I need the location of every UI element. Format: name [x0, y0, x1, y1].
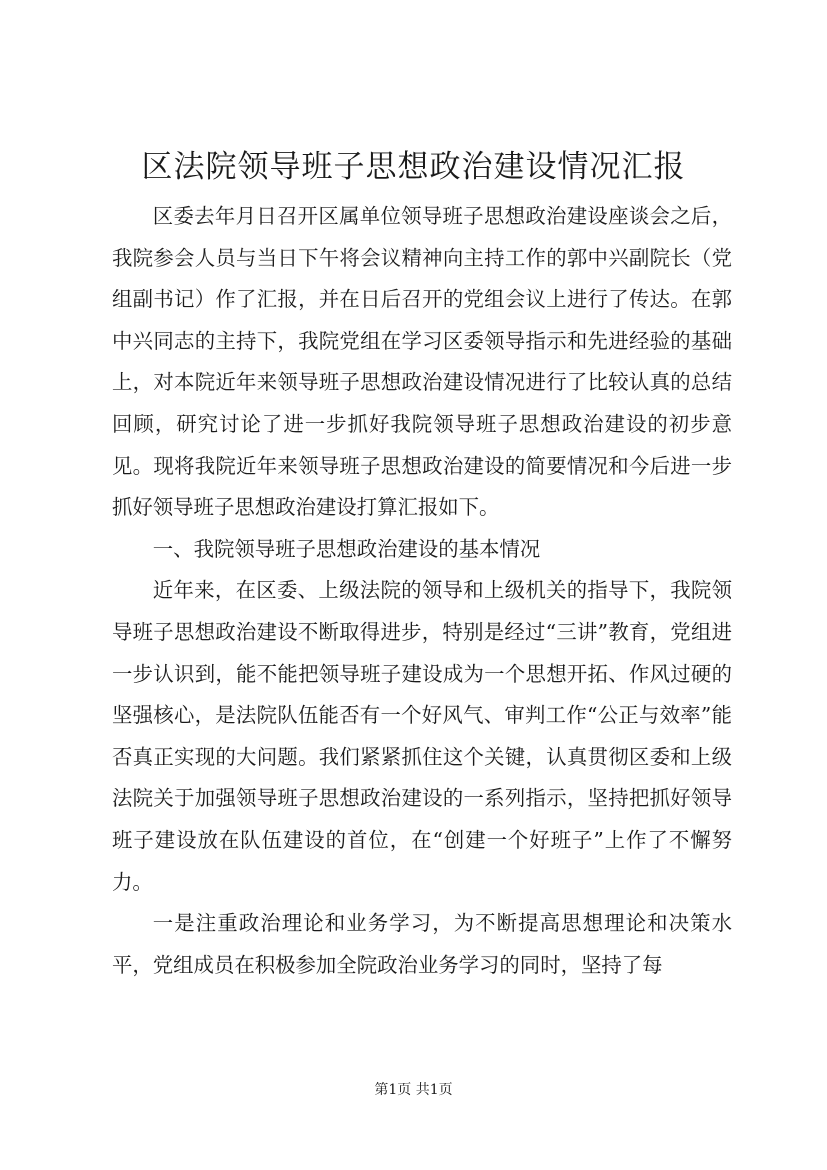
document-body — [112, 196, 732, 986]
document-title: 区法院领导班子思想政治建设情况汇报 — [141, 149, 686, 185]
page-number-footer: 第1页 共1页 — [374, 1082, 453, 1098]
paragraph-overview: 近年来，在区委、上级法院的领导和上级机关的指导下，我院领导班子思想政治建设不断取得进步，特别是经过“三讲”教育，党组进一步认识到，能不能把领导班子建设成为一个思想开拓、作风过硬的坚强核心，是法院队伍能否有一个好风气、审判工作“公正与效率”能否真正实现的大问题。我们紧紧抓住这个关键，认真贯彻区委和上级法院关于加强领导班子思想政治建设的一系列指示，坚持把抓好领导班子建设放在队伍建设的首位，在“创建一个好班子”上作了不懈努力。 — [112, 578, 732, 894]
paragraph-intro: 区委去年月日召开区属单位领导班子思想政治建设座谈会之后，我院参会人员与当日下午将会议精神向主持工作的郭中兴副院长（党组副书记）作了汇报，并在日后召开的党组会议上进行了传达。在郭中兴同志的主持下，我院党组在学习区委领导指示和先进经验的基础上，对本院近年来领导班子思想政治建设情况进行了比较认真的总结回顾，研究讨论了进一步抓好我院领导班子思想政治建设的初步意见。现将我院近年来领导班子思想政治建设的简要情况和今后进一步抓好领导班子思想政治建设打算汇报如下。 — [112, 204, 732, 520]
section-heading-1: 一、我院领导班子思想政治建设的基本情况 — [152, 536, 541, 561]
paragraph-study: 一是注重政治理论和业务学习，为不断提高思想理论和决策水平，党组成员在积极参加全院政治业务学习的同时，坚持了每 — [112, 911, 732, 977]
